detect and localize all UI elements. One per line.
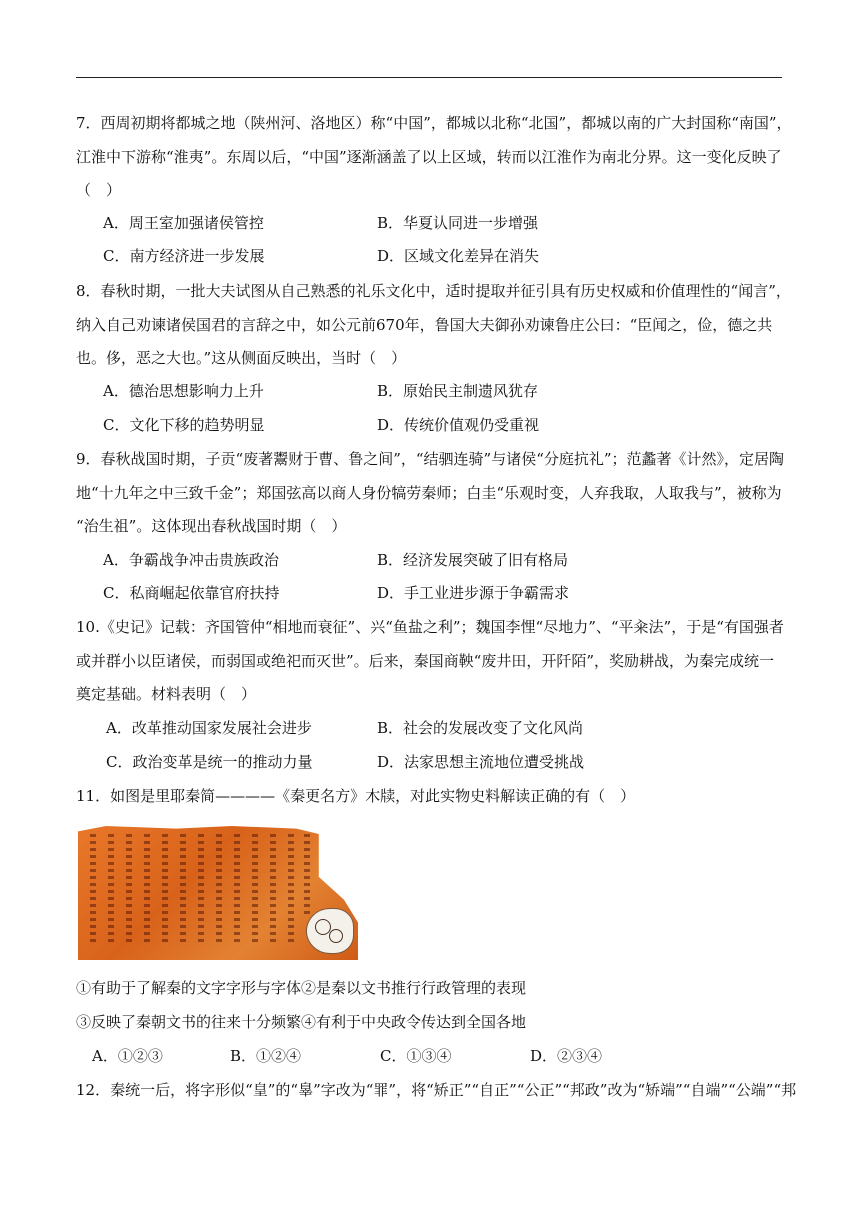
q10-option-a: A．改革推动国家发展社会进步 xyxy=(106,719,312,737)
question-9-line-2: 地“十九年之中三致千金”；郑国弦高以商人身份犒劳秦师；白圭“乐观时变，人弃我取，人取我与”，被称为 xyxy=(76,484,782,502)
q11-option-b: B．①②④ xyxy=(230,1047,302,1065)
q8-option-a: A．德治思想影响力上升 xyxy=(103,382,264,400)
question-10-line-3: 奠定基础。材料表明（ ） xyxy=(76,685,257,703)
q9-option-c: C．私商崛起依靠官府扶持 xyxy=(103,584,280,602)
q11-option-d: D．②③④ xyxy=(530,1047,603,1065)
q11-option-a: A．①②③ xyxy=(92,1047,163,1065)
question-7-line-3: （ ） xyxy=(76,181,122,199)
q9-option-a: A．争霸战争冲击贵族政治 xyxy=(103,551,279,569)
question-9-line-3: “治生祖”。这体现出春秋战国时期（ ） xyxy=(76,517,347,535)
question-10-line-1: 10.《史记》记载：齐国管仲“相地而衰征”、兴“鱼盐之利”；魏国李悝“尽地力”、“平籴法”，于是“有国强者 xyxy=(76,618,784,636)
header-rule xyxy=(76,77,782,78)
q10-option-d: D．法家思想主流地位遭受挑战 xyxy=(377,753,585,771)
question-11-items-line-2: ③反映了秦朝文书的往来十分频繁④有利于中央政令传达到全国各地 xyxy=(76,1013,527,1031)
question-11-line-1: 11．如图是里耶秦简————《秦更名方》木牍，对此实物史料解读正确的有（ ） xyxy=(76,787,636,805)
q9-option-b: B．经济发展突破了旧有格局 xyxy=(377,551,569,569)
q11-option-c: C．①③④ xyxy=(380,1047,452,1065)
q8-option-c: C．文化下移的趋势明显 xyxy=(103,416,265,434)
question-7-line-1: 7．西周初期将都城之地（陕州河、洛地区）称“中国”，都城以北称“北国”，都城以南的广大封国称“南国”， xyxy=(76,114,792,132)
question-8-line-1: 8．春秋时期，一批大夫试图从自己熟悉的礼乐文化中，适时提取并征引具有历史权威和价值理性的“闻言”， xyxy=(76,282,791,300)
q7-option-c: C．南方经济进一步发展 xyxy=(103,247,265,265)
q10-option-b: B．社会的发展改变了文化风尚 xyxy=(377,719,584,737)
q7-option-d: D．区域文化差异在消失 xyxy=(377,247,540,265)
question-9-line-1: 9．春秋战国时期，子贡“废著鬻财于曹、鲁之间”，“结驷连骑”与诸侯“分庭抗礼”；范蠡著《计然》，定居陶 xyxy=(76,450,785,468)
q10-option-c: C．政治变革是统一的推动力量 xyxy=(106,753,313,771)
seal-mark-icon xyxy=(306,908,354,954)
question-8-line-3: 也。侈，恶之大也。”这从侧面反映出，当时（ ） xyxy=(76,349,407,367)
q8-option-d: D．传统价值观仍受重视 xyxy=(377,416,540,434)
question-8-line-2: 纳入自己劝谏诸侯国君的言辞之中，如公元前670年，鲁国大夫御孙劝谏鲁庄公曰：“臣闻之，俭，德之共 xyxy=(76,316,773,334)
question-11-items-line-1: ①有助于了解秦的文字字形与字体②是秦以文书推行行政管理的表现 xyxy=(76,979,527,997)
q7-option-a: A．周王室加强诸侯管控 xyxy=(103,214,264,232)
q7-option-b: B．华夏认同进一步增强 xyxy=(377,214,539,232)
q8-option-b: B．原始民主制遗风犹存 xyxy=(377,382,539,400)
question-7-line-2: 江淮中下游称“淮夷”。东周以后，“中国”逐渐涵盖了以上区域，转而以江淮作为南北分界。这一变化反映了 xyxy=(76,148,782,166)
bamboo-slip-image xyxy=(78,826,358,960)
question-10-line-2: 或并群小以臣诸侯，而弱国或绝祀而灭世”。后来，秦国商鞅“废井田，开阡陌”，奖励耕战，为秦完成统一 xyxy=(76,652,775,670)
q9-option-d: D．手工业进步源于争霸需求 xyxy=(377,584,570,602)
question-12-line-1: 12．秦统一后，将字形似“皇”的“辠”字改为“罪”，将“矫正”“自正”“公正”“邦政”改为“矫端”“自端”“公端”“邦 xyxy=(76,1081,797,1099)
